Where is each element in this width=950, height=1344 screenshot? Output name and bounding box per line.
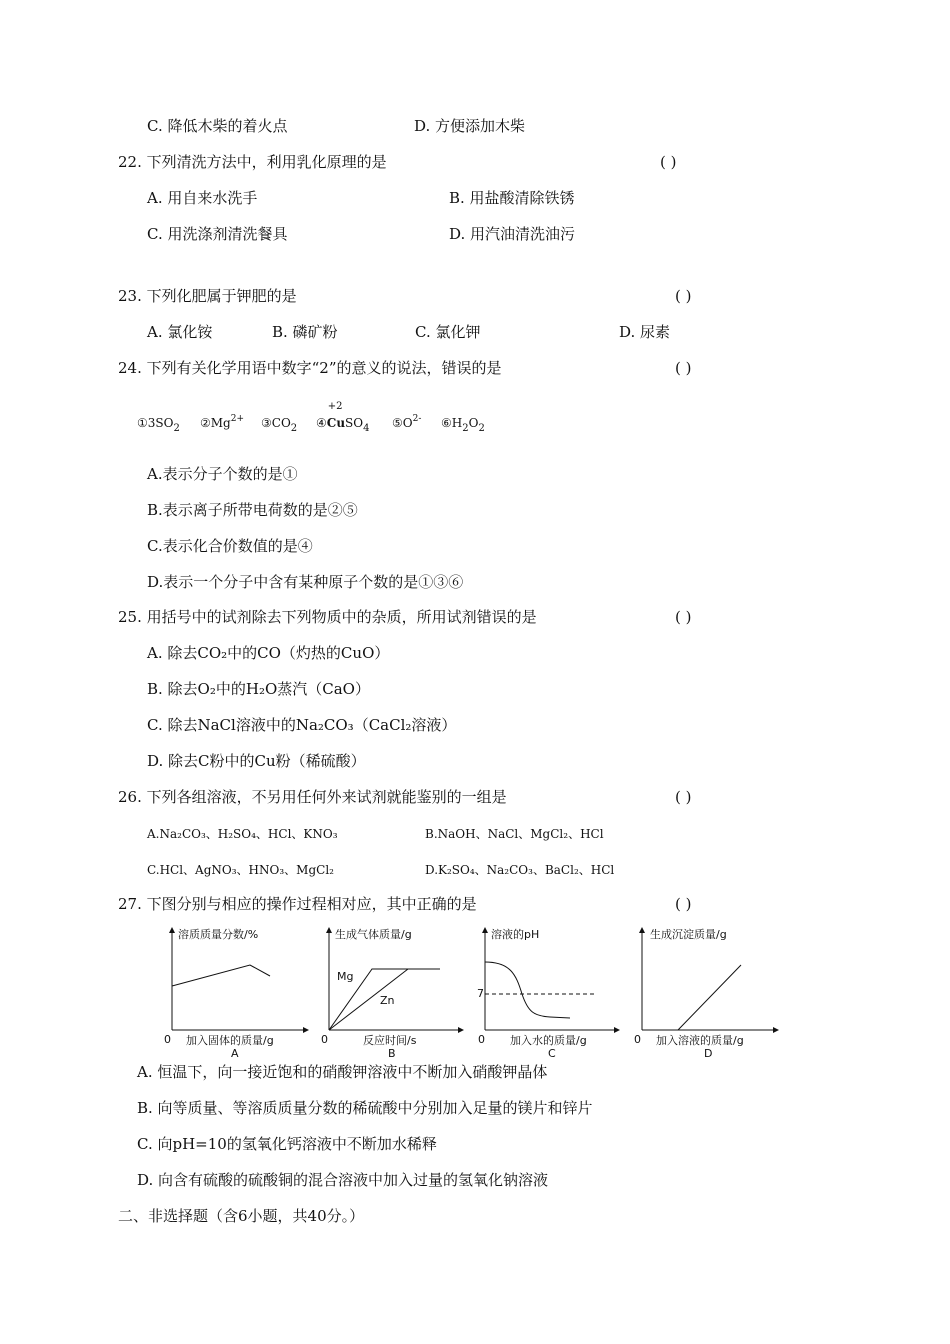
q24-valence-label: +2 <box>327 401 343 412</box>
q23-option-a: A. 氯化铵 <box>147 323 213 341</box>
graph-d-ylabel: 生成沉淀质量/g <box>650 928 727 941</box>
graph-c-xlabel: 加入水的质量/g <box>510 1034 587 1047</box>
q22-stem: 22. 下列清洗方法中，利用乳化原理的是 <box>118 153 387 171</box>
graph-a-curve <box>172 965 270 986</box>
graph-c-ylabel: 溶液的pH <box>491 928 540 941</box>
graph-c-curve <box>485 962 570 1018</box>
graph-b-xlabel: 反应时间/s <box>363 1034 417 1047</box>
q24-formula-6: $⑥H_2O_2$ <box>441 416 485 434</box>
q23-option-c: C. 氯化钾 <box>415 323 481 341</box>
q24-option-c: C.表示化合价数值的是④ <box>147 537 313 555</box>
q27-option-d: D. 向含有硫酸的硫酸铜的混合溶液中加入过量的氢氧化钠溶液 <box>137 1171 549 1189</box>
q21-option-c: C. 降低木柴的着火点 <box>147 117 288 135</box>
graph-b-letter: B <box>388 1047 396 1060</box>
graph-d-xlabel: 加入溶液的质量/g <box>656 1034 744 1047</box>
q24-answer-paren: ( ) <box>675 359 692 377</box>
q22-option-a: A. 用自来水洗手 <box>147 189 258 207</box>
q22-option-d: D. 用汽油清洗油污 <box>449 225 576 243</box>
q27-option-b: B. 向等质量、等溶质质量分数的稀硫酸中分别加入足量的镁片和锌片 <box>137 1099 593 1117</box>
q27-option-a: A. 恒温下，向一接近饱和的硝酸钾溶液中不断加入硝酸钾晶体 <box>137 1063 548 1081</box>
q26-option-d: D.K₂SO₄、Na₂CO₃、BaCl₂、HCl <box>425 863 615 877</box>
graph-a-ylabel: 溶质质量分数/% <box>178 928 259 941</box>
q26-option-b: B.NaOH、NaCl、MgCl₂、HCl <box>425 827 604 841</box>
graph-c-letter: C <box>548 1047 556 1060</box>
q22-option-c: C. 用洗涤剂清洗餐具 <box>147 225 288 243</box>
q24-option-d: D.表示一个分子中含有某种原子个数的是①③⑥ <box>147 573 464 591</box>
graph-d-letter: D <box>704 1047 713 1060</box>
q24-formula-4: ④ +2 CuSO$_4$ <box>316 414 369 434</box>
q23-option-b: B. 磷矿粉 <box>272 323 338 341</box>
q26-answer-paren: ( ) <box>675 788 692 806</box>
q23-option-d: D. 尿素 <box>619 323 671 341</box>
q21-option-d: D. 方便添加木柴 <box>414 117 526 135</box>
q26-option-c: C.HCl、AgNO₃、HNO₃、MgCl₂ <box>147 863 334 877</box>
graph-b-ylabel: 生成气体质量/g <box>335 928 412 941</box>
q25-option-a: A. 除去CO₂中的CO（灼热的CuO） <box>147 644 390 662</box>
graph-a-xlabel: 加入固体的质量/g <box>186 1034 274 1047</box>
q24-option-b: B.表示离子所带电荷数的是②⑤ <box>147 501 358 519</box>
q24-formula-2: $②Mg^{2+}$ <box>200 414 245 430</box>
q23-stem: 23. 下列化肥属于钾肥的是 <box>118 287 297 305</box>
q25-stem: 25. 用括号中的试剂除去下列物质中的杂质，所用试剂错误的是 <box>118 608 537 626</box>
q24-formula-1: $①3SO_2$ <box>137 416 180 434</box>
graph-a-letter: A <box>231 1047 239 1060</box>
graph-b-zn-label: Zn <box>380 994 395 1007</box>
graph-c-seven: 7 <box>477 987 484 1000</box>
q25-option-b: B. 除去O₂中的H₂O蒸汽（CaO） <box>147 680 370 698</box>
q27-answer-paren: ( ) <box>675 895 692 913</box>
q26-option-a: A.Na₂CO₃、H₂SO₄、HCl、KNO₃ <box>147 827 338 841</box>
q24-formula-3: $③CO_2$ <box>261 416 298 434</box>
q25-option-d: D. 除去C粉中的Cu粉（稀硫酸） <box>147 752 366 770</box>
q25-answer-paren: ( ) <box>675 608 692 626</box>
q24-option-a: A.表示分子个数的是① <box>147 465 298 483</box>
graph-d-origin: 0 <box>634 1033 641 1046</box>
graph-d-line <box>678 965 741 1030</box>
q24-stem: 24. 下列有关化学用语中数字“2”的意义的说法，错误的是 <box>118 359 502 377</box>
q27-graphs <box>158 922 788 1060</box>
q26-stem: 26. 下列各组溶液，不另用任何外来试剂就能鉴别的一组是 <box>118 788 507 806</box>
q22-option-b: B. 用盐酸清除铁锈 <box>449 189 575 207</box>
q27-stem: 27. 下图分别与相应的操作过程相对应，其中正确的是 <box>118 895 477 913</box>
q25-option-c: C. 除去NaCl溶液中的Na₂CO₃（CaCl₂溶液） <box>147 716 457 734</box>
q27-option-c: C. 向pH=10的氢氧化钙溶液中不断加水稀释 <box>137 1135 437 1153</box>
q23-answer-paren: ( ) <box>675 287 692 305</box>
q24-formula-5: $⑤O^{2-}$ <box>392 414 422 430</box>
graph-c-origin: 0 <box>478 1033 485 1046</box>
graph-a-origin: 0 <box>164 1033 171 1046</box>
section-2-heading: 二、非选择题（含6小题，共40分。） <box>118 1207 365 1225</box>
q22-answer-paren: ( ) <box>660 153 677 171</box>
graph-b-origin: 0 <box>321 1033 328 1046</box>
graph-b-mg-label: Mg <box>337 970 354 983</box>
